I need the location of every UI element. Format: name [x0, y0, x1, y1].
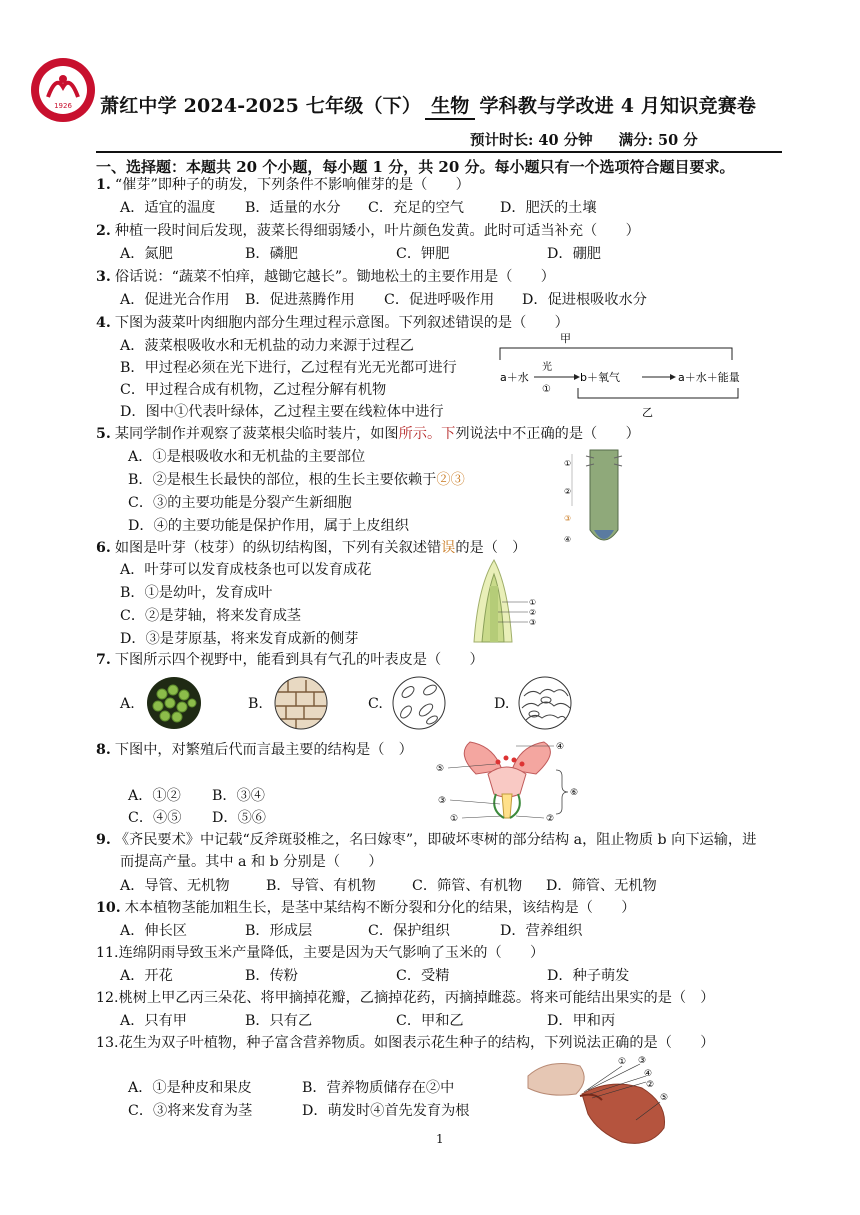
q11-option-a: A．开花: [120, 968, 173, 984]
q3-option-a: A．促进光合作用: [120, 292, 230, 308]
process-jia-label: 甲: [560, 332, 571, 345]
q12-option-c: C．甲和乙: [396, 1013, 464, 1029]
q10-option-a: A．伸长区: [120, 923, 187, 939]
organelle-1-label: ①: [542, 384, 551, 395]
q10-option-d: D．营养组织: [500, 923, 583, 939]
root-tip-figure: [560, 446, 640, 552]
q8-option-d: D．⑤⑥: [212, 810, 266, 826]
q7-option-c: C.: [368, 696, 383, 712]
q5-option-b-text: B．②是根生长最快的部位，根的生长主要依赖于: [128, 472, 437, 488]
cotyledon: [582, 1084, 665, 1143]
q12-option-d: D．甲和丙: [547, 1013, 616, 1029]
q9-option-d: D．筛管、无机物: [546, 878, 657, 894]
q7-option-d: D.: [494, 696, 510, 712]
label-4: ④: [564, 535, 572, 544]
page-number: 1: [436, 1132, 444, 1146]
section-heading: 一、选择题：本题共 20 个小题，每小题 1 分，共 20 分。每小题只有一个选项符合题目要求。: [96, 158, 735, 176]
question-9: [96, 830, 756, 850]
q6-option-d: D．③是芽原基，将来发育成新的侧芽: [120, 631, 359, 647]
q12-option-b: B．只有乙: [245, 1013, 313, 1029]
question-3: [96, 267, 555, 287]
question-stem: 下图所示四个视野中，能看到具有气孔的叶表皮是（ ）: [114, 652, 484, 668]
question-2: [96, 221, 640, 241]
peanut-seed-figure: [518, 1054, 698, 1150]
question-stem: 桃树上甲乙丙三朵花、将甲摘掉花瓣，乙摘掉花药，丙摘掉雌蕊。将来可能结出果实的是（ ）: [118, 990, 715, 1006]
question-number: 6.: [96, 540, 111, 556]
seed-coat: [528, 1064, 584, 1096]
q5-option-a: A．①是根吸收水和无机盐的主要部位: [128, 449, 366, 465]
light-label: 光: [542, 362, 552, 373]
q9-option-a: A．导管、无机物: [120, 878, 230, 894]
label-1: ①: [529, 598, 537, 607]
question-8: [96, 740, 413, 760]
question-number: 11.: [96, 945, 119, 961]
q5-option-b: [128, 470, 465, 490]
q2-option-d: D．硼肥: [547, 246, 601, 262]
label-5: ⑤: [436, 764, 445, 774]
label-2: ②: [529, 608, 537, 617]
flower-structure-figure: [436, 734, 586, 826]
question-stem: 连绵阴雨导致玉米产量降低，主要是因为天气影响了玉米的（ ）: [118, 945, 545, 961]
label-4: ④: [556, 742, 565, 752]
label-3: ③: [638, 1056, 647, 1066]
jia-bracket: [500, 348, 732, 360]
duration-label: 预计时长: 40 分钟: [470, 132, 593, 149]
micrograph-a: [146, 676, 202, 730]
question-13: [96, 1033, 714, 1053]
exam-meta: [470, 129, 698, 150]
question-stem-b: 所示。下: [398, 426, 456, 442]
question-stem: 下图中，对繁殖后代而言最主要的结构是（ ）: [114, 742, 413, 758]
q2-option-a: A．氮肥: [120, 246, 173, 262]
question-stem-a: 如图是叶芽（枝芽）的纵切结构图，下列有关叙述错: [114, 540, 442, 556]
label-2: ②: [646, 1080, 655, 1090]
question-stem: 木本植物茎能加粗生长，是茎中某结构不断分裂和分化的结果，该结构是（ ）: [124, 900, 636, 916]
title-suffix: 学科教与学改进 4 月知识竞赛卷: [479, 95, 757, 117]
q4-option-b: B．甲过程必须在光下进行，乙过程有光无光都可进行: [120, 360, 457, 376]
process-yi-label: 乙: [642, 406, 653, 419]
micrograph-b: [274, 676, 328, 730]
root-tip-shape: [590, 450, 618, 540]
q6-option-a: A．叶芽可以发育成枝条也可以发育成花: [120, 562, 372, 578]
q1-option-b: B．适量的水分: [245, 200, 341, 216]
yi-bracket: [578, 388, 738, 398]
question-number: 12.: [96, 990, 119, 1006]
q1-option-c: C．充足的空气: [368, 200, 464, 216]
question-number: 5.: [96, 426, 111, 442]
title-subject: 生物: [425, 91, 475, 120]
q2-option-b: B．磷肥: [245, 246, 298, 262]
q4-option-d: D．图中①代表叶绿体，乙过程主要在线粒体中进行: [120, 404, 444, 420]
q12-option-a: A．只有甲: [120, 1013, 187, 1029]
q7-option-b: B.: [248, 696, 263, 712]
question-11: [96, 943, 544, 963]
question-number: 1.: [96, 177, 111, 193]
exam-title: [100, 91, 756, 120]
q2-option-c: C．钾肥: [396, 246, 450, 262]
q11-option-b: B．传粉: [245, 968, 298, 984]
micrograph-c: [392, 676, 446, 730]
q3-option-c: C．促进呼吸作用: [384, 292, 495, 308]
question-12: [96, 988, 714, 1008]
label-3: ③: [529, 618, 537, 627]
leaf-bud-figure: [468, 556, 548, 646]
question-number: 9.: [96, 832, 111, 848]
q8-option-c: C．④⑤: [128, 810, 182, 826]
q11-option-c: C．受精: [396, 968, 450, 984]
question-stem: 《齐民要术》中记载“反斧斑驳椎之，名曰嫁枣”，即破坏枣树的部分结构 a，阻止物质 b 向下运输，进: [114, 832, 757, 848]
micrograph-d: [518, 676, 572, 730]
q1-option-d: D．肥沃的土壤: [500, 200, 597, 216]
q10-option-c: C．保护组织: [368, 923, 450, 939]
q6-option-b: B．①是幼叶，发育成叶: [120, 585, 273, 601]
question-stem-a: 某同学制作并观察了菠菜根尖临时装片，如图: [114, 426, 399, 442]
question-number: 10.: [96, 900, 121, 916]
question-number: 4.: [96, 315, 111, 331]
question-stem-b: 误: [441, 540, 456, 556]
q13-option-a: A．①是种皮和果皮: [128, 1080, 252, 1096]
header-divider: [96, 151, 782, 153]
q5-option-b-highlight: ②③: [436, 472, 465, 488]
label-1: ①: [564, 459, 572, 468]
bud-axis: [490, 586, 498, 642]
ovary: [502, 794, 512, 818]
question-10: [96, 898, 635, 918]
question-stem-c: 的是（ ）: [455, 540, 527, 556]
bracket-6: [556, 770, 568, 814]
label-3: ③: [438, 796, 447, 806]
reactants-label: a＋水: [500, 371, 529, 384]
q13-option-d: D．萌发时④首先发育为根: [302, 1103, 470, 1119]
q4-option-c: C．甲过程合成有机物，乙过程分解有机物: [120, 382, 387, 398]
products-label: b＋氧气: [580, 371, 620, 384]
logo-year: 1926: [54, 102, 72, 110]
question-stem: 花生为双子叶植物，种子富含营养物质。如图表示花生种子的结构，下列说法正确的是（ ）: [118, 1035, 715, 1051]
q13-option-c: C．③将来发育为茎: [128, 1103, 253, 1119]
label-1: ①: [618, 1057, 627, 1067]
label-2: ②: [564, 487, 572, 496]
school-logo: [30, 57, 96, 123]
label-2: ②: [546, 814, 555, 824]
question-5: [96, 424, 640, 444]
q6-option-c: C．②是芽轴，将来发育成茎: [120, 608, 302, 624]
q8-option-b: B．③④: [212, 788, 265, 804]
question-number: 13.: [96, 1035, 119, 1051]
label-1: ①: [450, 814, 459, 824]
question-number: 8.: [96, 742, 111, 758]
q9-option-b: B．导管、有机物: [266, 878, 376, 894]
q7-option-a: A.: [120, 696, 135, 712]
q13-option-b: B．营养物质储存在②中: [302, 1080, 455, 1096]
label-4: ④: [644, 1069, 653, 1079]
question-1: [96, 175, 470, 195]
question-stem-c: 列说法中不正确的是（ ）: [455, 426, 640, 442]
q10-option-b: B．形成层: [245, 923, 313, 939]
question-number: 2.: [96, 223, 111, 239]
q5-option-c: C．③的主要功能是分裂产生新细胞: [128, 495, 352, 511]
question-stem: 俗话说：“蔬菜不怕痒，越锄它越长”。锄地松土的主要作用是（ ）: [114, 269, 555, 285]
q11-option-d: D．种子萌发: [547, 968, 630, 984]
respiration-products-label: a＋水＋能量: [678, 371, 740, 384]
q9-option-c: C．筛管、有机物: [412, 878, 523, 894]
label-6: ⑥: [570, 788, 579, 798]
arrowhead-2: [670, 374, 676, 380]
q4-option-a: A．菠菜根吸收水和无机盐的动力来源于过程乙: [120, 338, 414, 354]
question-stem: “催芽”即种子的萌发，下列条件不影响催芽的是（ ）: [114, 177, 470, 193]
question-stem-continued: 而提高产量。其中 a 和 b 分别是（ ）: [120, 854, 383, 870]
question-stem: 种植一段时间后发现，菠菜长得细弱矮小，叶片颜色发黄。此时可适当补充（ ）: [114, 223, 640, 239]
label-3: ③: [564, 514, 572, 523]
question-stem: 下图为菠菜叶肉细胞内部分生理过程示意图。下列叙述错误的是（ ）: [114, 315, 569, 331]
question-6: [96, 538, 526, 558]
photosynthesis-respiration-diagram: [496, 330, 746, 422]
q3-option-b: B．促进蒸腾作用: [245, 292, 355, 308]
receptacle: [488, 767, 526, 797]
question-number: 7.: [96, 652, 111, 668]
question-number: 3.: [96, 269, 111, 285]
q1-option-a: A．适宜的温度: [120, 200, 216, 216]
q3-option-d: D．促进根吸收水分: [522, 292, 647, 308]
title-prefix: 萧红中学 2024-2025 七年级（下）: [100, 95, 422, 117]
label-5: ⑤: [660, 1093, 669, 1103]
question-7: [96, 650, 484, 670]
q5-option-d: D．④的主要功能是保护作用，属于上皮组织: [128, 518, 409, 534]
score-label: 满分: 50 分: [618, 132, 698, 149]
q8-option-a: A．①②: [128, 788, 181, 804]
